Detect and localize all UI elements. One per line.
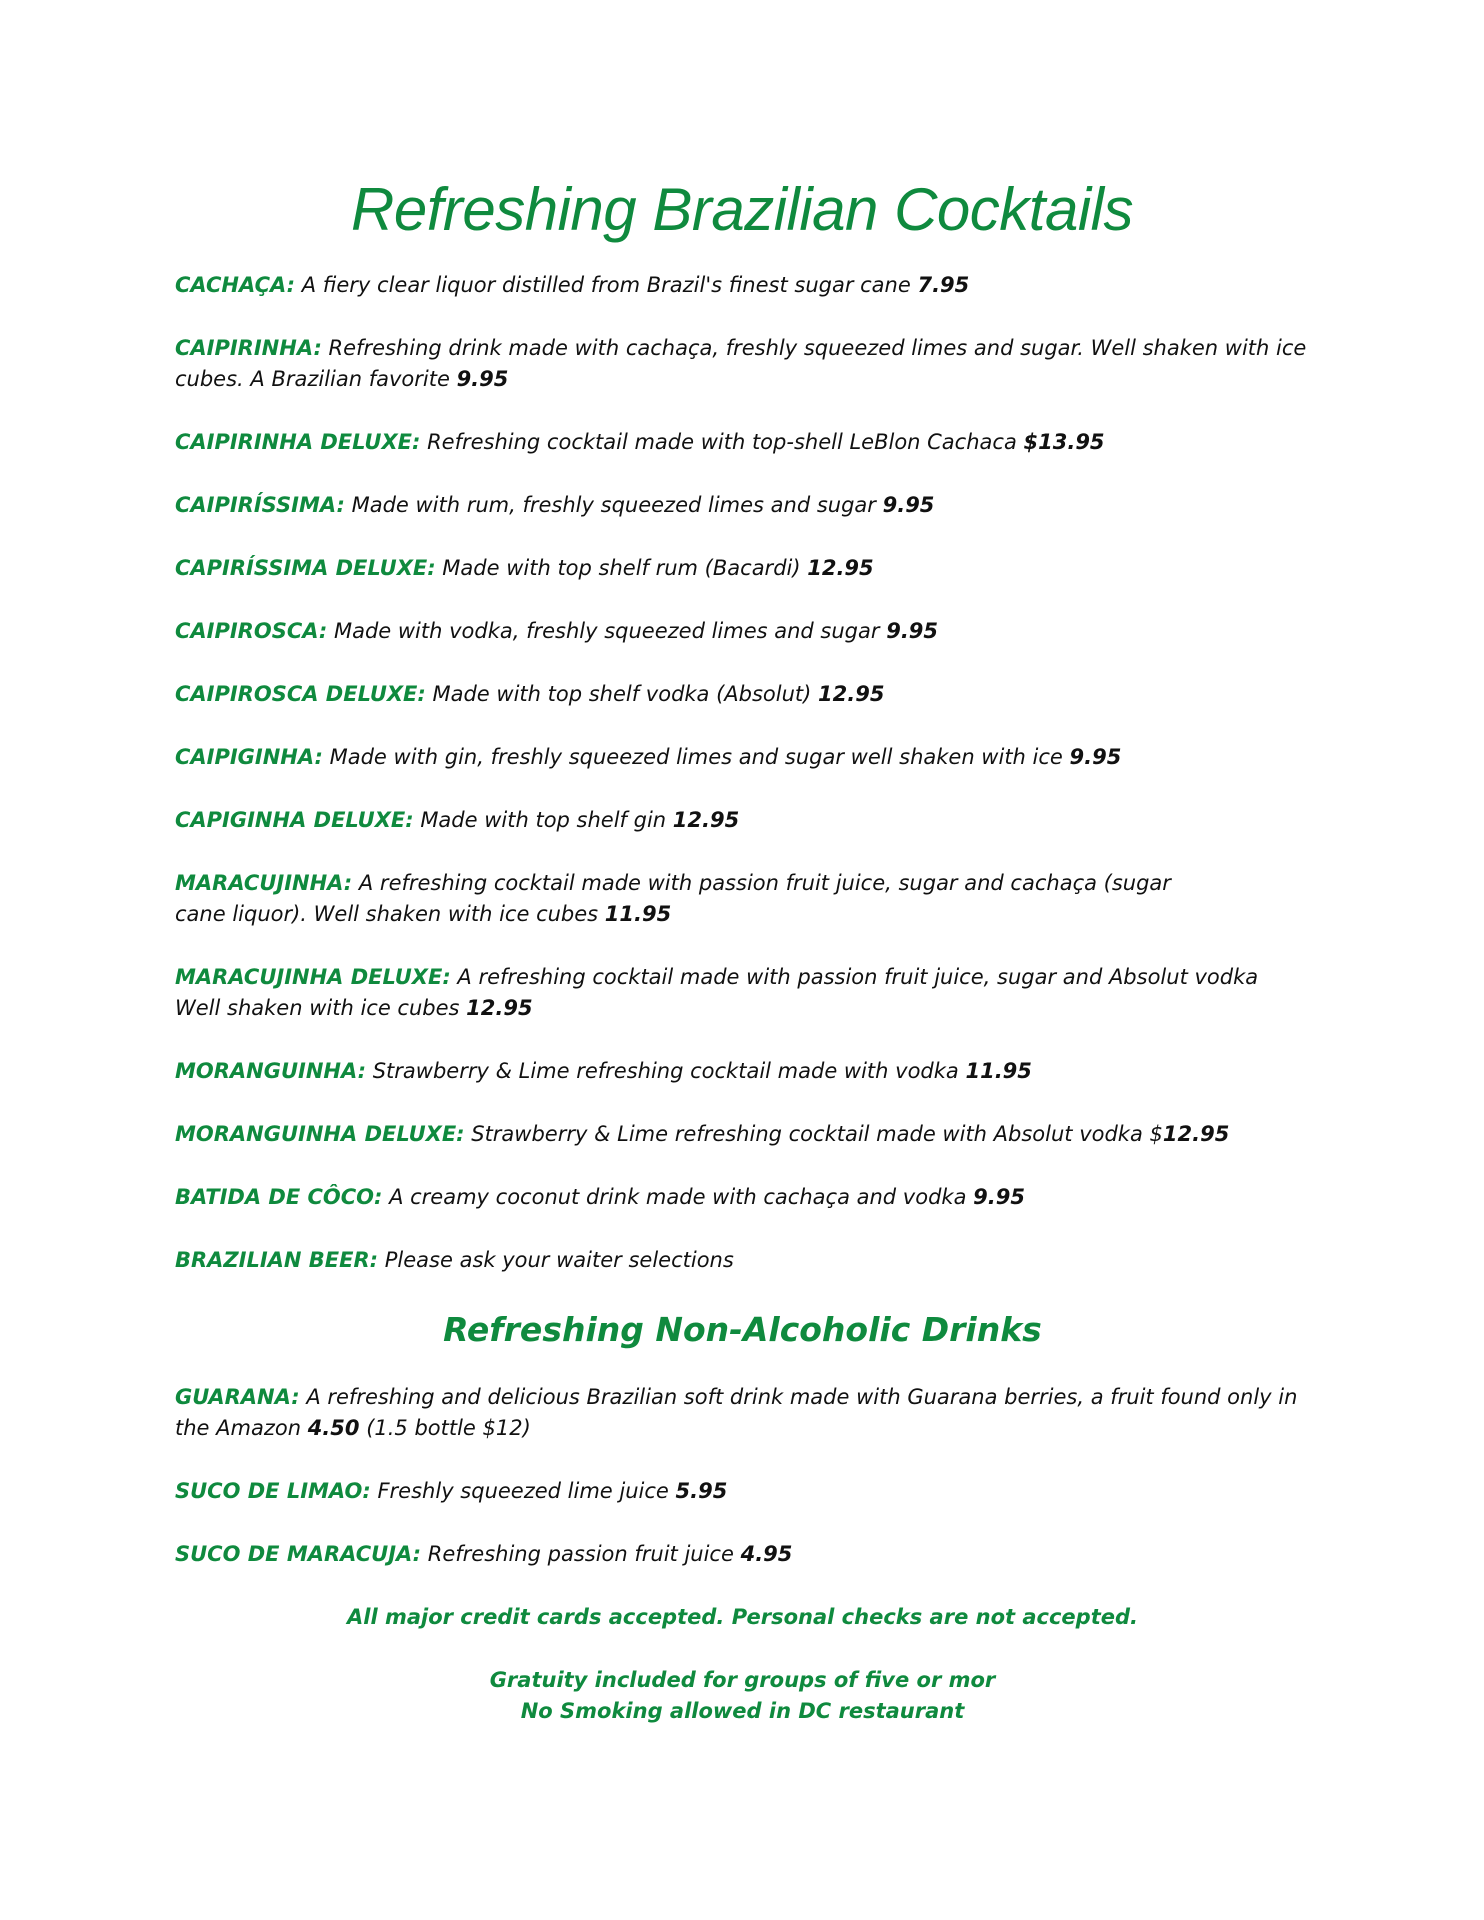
cocktail-item-description: Refreshing drink made with cachaça, freshly squeezed limes and sugar. Well shaken with ice cubes. A Brazilian favorite bbox=[175, 336, 1307, 391]
non-alcoholic-item-name: GUARANA: bbox=[175, 1385, 300, 1409]
cocktail-item bbox=[175, 616, 1310, 647]
non-alcoholic-item-name: SUCO DE LIMAO: bbox=[175, 1479, 371, 1503]
cocktail-item-name: BRAZILIAN BEER: bbox=[175, 1248, 379, 1272]
cocktail-item-name: CACHAÇA: bbox=[175, 273, 296, 297]
cocktail-item-name: CAIPIROSCA: bbox=[175, 619, 328, 643]
menu-content bbox=[175, 270, 1310, 1727]
cocktail-item-description: A refreshing cocktail made with passion fruit juice, sugar and cachaça (sugar cane liquor). Well shaken with ice cubes bbox=[175, 871, 1171, 926]
cocktail-item-description: Strawberry & Lime refreshing cocktail made with Absolut vodka $ bbox=[464, 1122, 1163, 1146]
non-alcoholic-item-price: 5.95 bbox=[675, 1479, 728, 1503]
cocktail-item-name: BATIDA DE CÔCO: bbox=[175, 1185, 383, 1209]
cocktail-item-description: Made with top shelf vodka (Absolut) bbox=[425, 682, 819, 706]
cocktail-item-name: CAPIGINHA DELUXE: bbox=[175, 808, 414, 832]
cocktail-item-name: MARACUJINHA: bbox=[175, 871, 353, 895]
cocktail-item bbox=[175, 1245, 1310, 1276]
non-alcoholic-item-description: A refreshing and delicious Brazilian soft drink made with Guarana berries, a fruit found only in the Amazon bbox=[175, 1385, 1298, 1440]
cocktail-item-name: CAIPIRÍSSIMA: bbox=[175, 493, 345, 517]
cocktail-item-price: 9.95 bbox=[886, 619, 939, 643]
payment-note: All major credit cards accepted. Personal checks are not accepted. bbox=[347, 1605, 1138, 1629]
cocktail-item bbox=[175, 427, 1310, 458]
non-alcoholic-item-description: Freshly squeezed lime juice bbox=[370, 1479, 676, 1503]
cocktail-item-price: 11.95 bbox=[604, 902, 672, 926]
non-alcoholic-item-description: Refreshing passion fruit juice bbox=[421, 1542, 741, 1566]
non-alcoholic-section-title: Refreshing Non-Alcoholic Drinks bbox=[443, 1310, 1042, 1349]
cocktail-item-price: 7.95 bbox=[917, 273, 970, 297]
cocktail-list bbox=[175, 270, 1310, 1276]
cocktail-item bbox=[175, 1182, 1310, 1213]
cocktail-item-price: 12.95 bbox=[818, 682, 885, 706]
non-alcoholic-item bbox=[175, 1539, 1310, 1570]
cocktail-item bbox=[175, 490, 1310, 521]
cocktail-item-price: 9.95 bbox=[882, 493, 935, 517]
cocktail-item-description: Strawberry & Lime refreshing cocktail made with vodka bbox=[366, 1059, 966, 1083]
cocktail-item-price: 9.95 bbox=[1069, 745, 1122, 769]
cocktail-item-name: MARACUJINHA DELUXE: bbox=[175, 965, 451, 989]
cocktail-item-price: 9.95 bbox=[973, 1185, 1025, 1209]
cocktail-item-name: CAPIRÍSSIMA DELUXE: bbox=[175, 556, 436, 580]
cocktail-item-name: CAIPIGINHA: bbox=[175, 745, 323, 769]
non-alcoholic-item-price: 4.95 bbox=[740, 1542, 793, 1566]
menu-title: Refreshing Brazilian Cocktails bbox=[351, 176, 1133, 243]
cocktail-item-price: 9.95 bbox=[456, 367, 509, 391]
cocktail-item-name: CAIPIRINHA DELUXE: bbox=[175, 430, 421, 454]
cocktail-item-description: Refreshing cocktail made with top-shell LeBlon Cachaca bbox=[420, 430, 1024, 454]
cocktail-item-name: CAIPIRINHA: bbox=[175, 336, 322, 360]
non-alcoholic-item-name: SUCO DE MARACUJA: bbox=[175, 1542, 422, 1566]
cocktail-item-name: MORANGUINHA DELUXE: bbox=[175, 1122, 465, 1146]
cocktail-item-price: $13.95 bbox=[1023, 430, 1105, 454]
cocktail-item-description: A refreshing cocktail made with passion fruit juice, sugar and Absolut vodka Well shaken with ice cubes bbox=[175, 965, 1259, 1020]
cocktail-item-description: Made with top shelf gin bbox=[413, 808, 673, 832]
cocktail-item-price: 12.95 bbox=[672, 808, 740, 832]
cocktail-item-description: A fiery clear liquor distilled from Brazil's finest sugar cane bbox=[295, 273, 918, 297]
cocktail-item-price: 12.95 bbox=[466, 996, 533, 1020]
cocktail-item bbox=[175, 742, 1310, 773]
non-alcoholic-item bbox=[175, 1382, 1310, 1444]
cocktail-item bbox=[175, 333, 1310, 395]
cocktail-item bbox=[175, 679, 1310, 710]
non-alcoholic-list bbox=[175, 1382, 1310, 1570]
non-alcoholic-item-price: 4.50 bbox=[307, 1416, 360, 1440]
cocktail-item-description: A creamy coconut drink made with cachaça and vodka bbox=[382, 1185, 974, 1209]
cocktail-item bbox=[175, 962, 1310, 1024]
non-alcoholic-item-note: (1.5 bottle $12) bbox=[359, 1416, 531, 1440]
gratuity-note: Gratuity included for groups of five or mor bbox=[489, 1668, 996, 1692]
cocktail-item bbox=[175, 805, 1310, 836]
cocktail-item-description: Made with rum, freshly squeezed limes and sugar bbox=[344, 493, 883, 517]
cocktail-item bbox=[175, 1056, 1310, 1087]
cocktail-item-description: Made with vodka, freshly squeezed limes and sugar bbox=[327, 619, 887, 643]
cocktail-item-description: Made with top shelf rum (Bacardi) bbox=[435, 556, 808, 580]
cocktail-item-price: 11.95 bbox=[965, 1059, 1032, 1083]
cocktail-item bbox=[175, 553, 1310, 584]
smoking-note: No Smoking allowed in DC restaurant bbox=[520, 1699, 965, 1723]
cocktail-item bbox=[175, 270, 1310, 301]
cocktail-item-price: 12.95 bbox=[807, 556, 874, 580]
cocktail-item-price: 12.95 bbox=[1162, 1122, 1230, 1146]
non-alcoholic-item bbox=[175, 1476, 1310, 1507]
cocktail-item-description: Please ask your waiter selections bbox=[378, 1248, 734, 1272]
cocktail-item bbox=[175, 1119, 1310, 1150]
cocktail-item-name: CAIPIROSCA DELUXE: bbox=[175, 682, 426, 706]
cocktail-item-name: MORANGUINHA: bbox=[175, 1059, 367, 1083]
cocktail-item-description: Made with gin, freshly squeezed limes and sugar well shaken with ice bbox=[322, 745, 1070, 769]
cocktail-item bbox=[175, 868, 1310, 930]
